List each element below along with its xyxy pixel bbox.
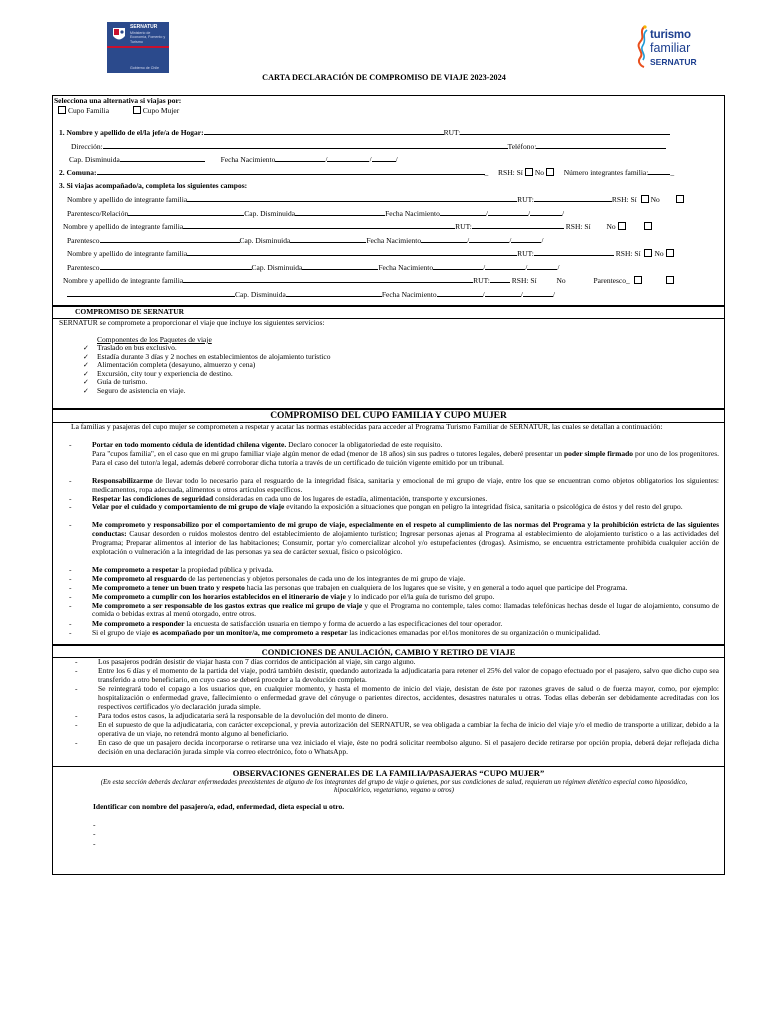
member-4-rut-field[interactable] — [490, 276, 510, 283]
slash: / — [520, 290, 523, 299]
rule-text: consideradas en cada uno de los lugares de estadía, alimentación, transporte y excursiones. — [213, 493, 488, 503]
jefe-hogar-label: 1. Nombre y apellido de el/la jefe/a de Hogar: — [59, 128, 204, 137]
logo-familiar: familiar — [650, 41, 691, 55]
member-2-parentesco-field[interactable] — [100, 236, 240, 243]
rsh-label: RSH: — [611, 195, 629, 204]
check-icon: ✓ — [83, 378, 89, 386]
member-4-si-checkbox[interactable] — [634, 276, 642, 284]
rule-bold: Portar en todo momento cédula de identidad chilena vigente. — [92, 440, 287, 449]
underscore: _ — [626, 276, 630, 285]
check-icon: ✓ — [83, 361, 89, 369]
rule-bold: poder simple firmado — [563, 449, 634, 458]
no-label: No — [606, 222, 616, 231]
member-1-rut-field[interactable] — [534, 195, 612, 202]
rule-text: de llevar todo lo necesario para el resguardo de la integridad física, sanitaria y emocional de mi grupo de viaje, entre los que se encuentran como objetos obligatorios los siguientes: medicamentos, ropa adecuada, alimentos u otros artículos específicos. — [92, 476, 719, 494]
applicant-form — [52, 95, 725, 306]
si-label: Sí — [516, 168, 523, 177]
chile-crest-icon — [111, 26, 127, 44]
rut-label: RUT: — [517, 249, 534, 258]
rut-label: RUT: — [455, 222, 472, 231]
member-1-parentesco-field[interactable] — [128, 209, 244, 216]
check-icon: ✓ — [83, 369, 89, 378]
observaciones-note: (En esta sección deberás declarar enfermedades preexistentes de alguno de los integrantes del grupo de viaje o quienes, por sus condiciones de salud, requieran un régimen dietético especial como hiposódico, hipocalórico, vegetariano, vegano u otros) — [100, 778, 688, 795]
sernatur-gov-logo — [107, 22, 169, 73]
observaciones-instruction: Identificar con nombre del pasajero/a, edad, enfermedad, dieta especial u otro. — [93, 802, 345, 811]
option-row — [56, 106, 179, 116]
comuna-rsh-si-checkbox[interactable] — [525, 168, 533, 176]
member-2-si-checkbox[interactable] — [618, 222, 626, 230]
dash: - — [69, 628, 72, 637]
fecha-label: Fecha Nacimiento — [385, 209, 440, 218]
rule-bold: Me comprometo a ser responsable de los gastos extras que realice mi grupo de viaje — [92, 600, 363, 610]
jefe-rut-field[interactable] — [460, 128, 670, 135]
service-text: Excursión, city tour y experiencia de destino. — [97, 368, 233, 378]
dash: - — [75, 711, 78, 720]
flag-band — [107, 46, 169, 48]
check-icon: ✓ — [83, 344, 89, 352]
member-3-no-checkbox[interactable] — [666, 249, 674, 257]
logo-turismo: turismo — [650, 29, 691, 41]
rule-bold: Me comprometo a responder — [92, 619, 185, 628]
rule-text: la propiedad pública y privada. — [178, 564, 274, 574]
components-title: Componentes de los Paquetes de viaje — [97, 335, 212, 344]
rule-bold: Me comprometo al resguardo — [92, 573, 187, 583]
member-4-details — [67, 290, 555, 300]
jefe-cap-field[interactable] — [120, 155, 205, 162]
fecha-label: Fecha Nacimiento — [220, 155, 276, 164]
rule-text: hacia las personas que trabajen en cualquiera de los lugares que se visite, y en general a todo aquel que participe del Programa. — [244, 582, 628, 592]
member-3-row — [67, 249, 676, 259]
compromiso-intro: La familias y pasajeras del cupo mujer se comprometen a respetar y acatar las normas establecidas para acceder al Programa Turismo Familiar de SERNATUR, las cuales se detallan a continuación: — [71, 422, 663, 431]
rule-text: evitando la exposición a situaciones que pongan en peligro la integridad física, sanitaria o psicológica de éstos y del resto del grupo. — [284, 502, 683, 511]
cupo-familia-checkbox[interactable] — [58, 106, 66, 114]
sernatur-commitment-section — [52, 306, 725, 409]
rule-bold: Velar por el cuidado y comportamiento de mi grupo de viaje — [92, 502, 285, 511]
service-text: Alimentación completa (desayuno, almuerzo y cena) — [97, 360, 256, 369]
member-name-label: Nombre y apellido de integrante familia — [63, 276, 184, 285]
row-direccion — [71, 142, 666, 152]
dash: - — [69, 440, 72, 449]
fecha-label: Fecha Nacimiento — [366, 236, 422, 245]
no-label: No — [654, 249, 664, 258]
member-1-si-checkbox[interactable] — [641, 195, 649, 203]
cupo-mujer-checkbox[interactable] — [133, 106, 141, 114]
dash: - — [69, 582, 72, 592]
member-4-dia-field[interactable] — [437, 290, 483, 297]
condition-text: Para todos estos casos, la adjudicataria será la responsable de la devolución del monto de dinero. — [98, 711, 389, 720]
cap-label: Cap. Disminuida — [69, 155, 120, 164]
rule-bold: es acompañado por un monitor/a, me comprometo a respetar — [152, 628, 348, 637]
service-text: Guía de turismo. — [97, 377, 148, 386]
numero-integrantes-label: Número integrantes familia: — [563, 168, 649, 177]
condition-text: Los pasajeros podrán desistir de viajar hasta con 7 días corridos de anticipación al viaje, sin cargo alguno. — [98, 657, 416, 666]
rule-text: de las pertenencias y objetos personales de cada uno de los integrantes de mi grupo de viaje. — [186, 573, 466, 583]
member-2-mes-field[interactable] — [469, 236, 512, 245]
rule-bold: Responsabilizarme — [92, 476, 153, 485]
row-jefe-hogar — [59, 128, 670, 138]
member-2-row — [63, 222, 654, 232]
member-1-no-checkbox[interactable] — [676, 195, 684, 203]
rut-label: RUT: — [443, 128, 461, 137]
no-label: No — [534, 168, 545, 177]
rsh-label: RSH: — [498, 168, 515, 177]
observaciones-heading: OBSERVACIONES GENERALES DE LA FAMILIA/PASAJERAS “CUPO MUJER” — [232, 768, 545, 778]
cap-label: Cap. Disminuida — [239, 236, 291, 245]
condition-text: Entre los 6 días y el momento de la partida del viaje, podrá también desistir, quedando autorizada la adjudicataria para retener el 25% del valor de copago efectuado por el pasajero, salvo que dicho cupo sea transferido a otro beneficiario, en cuyo caso se deberá proceder a la devolución completa. — [98, 666, 719, 684]
parentesco-relacion-label: Parentesco/Relación — [67, 209, 129, 218]
dash: - — [75, 684, 78, 693]
member-4-anio-field[interactable] — [520, 290, 553, 299]
fecha-label: Fecha Nacimiento — [381, 290, 437, 299]
logo-brand: SERNATUR — [130, 24, 158, 30]
member-4-mes-field[interactable] — [482, 290, 521, 299]
dash: - — [69, 591, 72, 601]
parentesco-label: Parentesco — [67, 236, 100, 245]
rule-text: por uno de los progenitores. Para el caso del tutor/a legal, además deberé corroborar dicha tutoría a través de un certificado de tuición vigente emitido por un tribunal. — [92, 449, 719, 467]
slash: / — [482, 290, 485, 299]
logo-sernatur: SERNATUR — [650, 57, 697, 67]
logo-ministry: Ministerio de Economía, Fomento y Turismo — [130, 31, 166, 44]
slash: / — [525, 263, 528, 272]
member-4-cap-field[interactable] — [286, 290, 382, 297]
service-text: Seguro de asistencia en viaje. — [97, 385, 186, 395]
member-4-no-checkbox[interactable] — [666, 276, 674, 284]
member-2-anio-field[interactable] — [511, 236, 544, 245]
slash: / — [395, 155, 398, 164]
dash: - — [69, 476, 72, 485]
member-name-label: Nombre y apellido de integrante familia — [67, 195, 188, 204]
slash: / — [483, 263, 486, 272]
jefe-anio-field[interactable] — [372, 155, 396, 162]
si-label: Sí — [634, 249, 641, 258]
member-3-parentesco-field[interactable] — [100, 263, 252, 270]
rule-text: y que el Programa no contemple, tales como: llamadas telefónicas hechas desde el lugar de alojamiento, consumo de comida o bebidas extras al menú otorgado, entre otros. — [92, 600, 719, 619]
underscore: _ — [484, 168, 489, 177]
parentesco-label: Parentesco — [67, 263, 100, 272]
slash: / — [369, 155, 372, 164]
comuna-field[interactable] — [97, 168, 485, 175]
member-2-no-checkbox[interactable] — [644, 222, 652, 230]
rsh-label: RSH: — [565, 222, 583, 231]
observation-line[interactable]: - — [93, 829, 96, 838]
acompanado-label: 3. Si viajas acompañado/a, completa los siguientes campos: — [59, 181, 248, 190]
si-label: Sí — [530, 276, 537, 285]
fecha-label: Fecha Nacimiento — [378, 263, 434, 272]
no-label: No — [556, 276, 566, 285]
select-alternative-label: Selecciona una alternativa si viajas por: — [54, 96, 182, 105]
comuna-rsh-no-checkbox[interactable] — [546, 168, 554, 176]
rule-bold: Me comprometo a respetar — [92, 564, 179, 574]
slash: / — [562, 209, 565, 218]
turismo-familiar-logo — [632, 22, 704, 72]
dash: - — [75, 666, 78, 675]
cap-label: Cap. Disminuida — [235, 290, 286, 299]
slash: / — [485, 209, 488, 218]
divider — [53, 766, 724, 767]
rule-bold: Me comprometo a tener un buen trato y respeto — [92, 582, 245, 592]
dash: - — [75, 720, 78, 729]
observation-line[interactable]: - — [93, 820, 96, 829]
slash: / — [541, 236, 544, 245]
member-3-dia-field[interactable] — [433, 263, 486, 272]
service-text: Traslado en bus exclusivo. — [97, 343, 177, 352]
parentesco-label: Parentesco — [593, 276, 627, 285]
telefono-label: Teléfono: — [507, 142, 537, 151]
member-3-rut-field[interactable] — [534, 249, 614, 256]
member-2-dia-field[interactable] — [421, 236, 470, 245]
compromiso-heading: COMPROMISO DEL CUPO FAMILIA Y CUPO MUJER — [270, 411, 507, 421]
member-1-details — [67, 209, 564, 219]
underscore: _ — [670, 168, 675, 177]
member-1-name-field[interactable] — [187, 195, 517, 202]
document-title: CARTA DECLARACIÓN DE COMPROMISO DE VIAJE 2023-2024 — [262, 73, 506, 82]
dash: - — [69, 502, 72, 511]
rule-text: Para "cupos familia", en el caso que en mi grupo familiar viaje algún menor de edad (menor de 18 años) sin sus padres o tutores legales, deberé presentar un — [92, 449, 564, 458]
member-3-anio-field[interactable] — [527, 263, 560, 272]
member-2-details — [67, 236, 543, 246]
jefe-hogar-field[interactable] — [204, 128, 444, 135]
member-1-anio-field[interactable] — [527, 209, 565, 218]
jefe-dia-field[interactable] — [275, 155, 328, 164]
condition-text: Se reintegrará todo el copago a los usuarios que, en cualquier momento, y hasta el momento de inicio del viaje, desistan de éste por razones graves de salud o de fuerza mayor, como, por ejemplo: hospitalización o enfermedad grave, fallecimiento o enfermedad grave del cónyuge o parientes directos, accidentes, desastres naturales u otras. Todas ellas deberán ser debidamente acreditadas con los respectivos certificados y/o declaración jurada simple. — [98, 684, 719, 711]
slash: / — [325, 155, 328, 164]
dash: - — [69, 600, 72, 610]
dash: - — [69, 520, 72, 529]
member-1-mes-field[interactable] — [485, 209, 531, 218]
row-jefe-cap — [69, 155, 398, 165]
member-3-cap-field[interactable] — [302, 263, 378, 270]
numero-integrantes-field[interactable] — [648, 168, 670, 175]
member-name-label: Nombre y apellido de integrante familia — [63, 222, 184, 231]
rule-text: las indicaciones emanadas por el/los monitores de su organización o municipalidad. — [347, 628, 601, 637]
slash: / — [552, 290, 555, 299]
cap-label: Cap. Disminuida — [244, 209, 296, 218]
comuna-label: 2. Comuna: — [59, 168, 97, 177]
cancellation-section — [52, 645, 725, 875]
rut-label: RUT: — [473, 276, 490, 285]
slash: / — [509, 236, 512, 245]
swirl-logo-icon — [636, 24, 648, 68]
slash: / — [467, 236, 470, 245]
observation-line[interactable]: - — [93, 839, 96, 848]
row-comuna — [59, 168, 674, 178]
sernatur-heading: COMPROMISO DE SERNATUR — [75, 307, 185, 316]
sernatur-intro: SERNATUR se compromete a proporcionar el viaje que incluye los siguientes servicios: — [59, 318, 325, 327]
service-text: Estadía durante 3 días y 2 noches en establecimientos de alojamiento turístico — [97, 351, 331, 361]
direccion-field[interactable] — [103, 142, 508, 149]
rsh-label: RSH: — [511, 276, 529, 285]
member-2-rut-field[interactable] — [472, 222, 564, 229]
family-commitment-section — [52, 409, 725, 645]
check-icon: ✓ — [83, 386, 89, 395]
member-4-parentesco-field[interactable] — [67, 290, 235, 297]
service-item — [83, 387, 186, 396]
rule-bold: Me comprometo a cumplir con los horarios establecidos en el itinerario de viaje — [92, 591, 346, 601]
member-3-si-checkbox[interactable] — [644, 249, 652, 257]
dash: - — [69, 493, 72, 503]
slash: / — [527, 209, 531, 218]
cupo-familia-label: Cupo Familia — [68, 106, 110, 115]
no-label: No — [650, 195, 660, 204]
dash: - — [69, 573, 72, 583]
member-1-cap-field[interactable] — [295, 209, 385, 216]
rsh-label: RSH: — [615, 249, 633, 258]
rule-bold: Respetar las condiciones de seguridad — [92, 493, 214, 503]
dash: - — [69, 619, 72, 628]
cupo-mujer-label: Cupo Mujer — [142, 106, 180, 115]
rule-text: la encuesta de satisfacción usuaria en tiempo y forma de acuerdo a las especificaciones del tour operador. — [184, 619, 503, 628]
member-3-mes-field[interactable] — [485, 263, 528, 272]
member-1-dia-field[interactable] — [440, 209, 486, 216]
member-2-name-field[interactable] — [183, 222, 455, 229]
condition-text: En caso de que un pasajero decida incorporarse o retirarse una vez iniciado el viaje, éste no podrá solicitar reembolso alguno. Si el pasajero decide retirarse por opción propia, deberá dejar reflejada dicha decisión en una declaración jurada simple vía correo electrónico, foto o WhatsApp. — [98, 738, 719, 756]
rule-text: Causar desorden o ruidos molestos dentro del establecimiento de alojamiento turístico; Ingresar personas ajenas al Programa al establecimiento de alojamiento turístico o a las actividades del Programa; Preparar alimentos al interior de las habitaciones; Consumir, portar y/o comercializar alcohol y/o estupefacientes (drogas). Asimismo, se encuentra estrictamente prohibida cualquier acción de explotación o vulneración a la integridad de las personas ya sea de carácter sexual, físico o psicológico. — [92, 528, 719, 556]
rule-bold: Me comprometo y responsabilizo por el comportamiento de mi grupo de viaje, especialmente en el respeto al cumplimiento de las normas del Programa y la prohibición estricta de las siguientes conductas: — [92, 520, 719, 538]
si-label: Sí — [584, 222, 591, 231]
member-3-name-field[interactable] — [187, 249, 517, 256]
si-label: Sí — [630, 195, 637, 204]
dash: - — [75, 738, 78, 747]
telefono-field[interactable] — [536, 142, 666, 149]
rule-text: y lo indicado por el/la guía de turismo del grupo. — [345, 591, 495, 601]
check-icon: ✓ — [83, 352, 89, 361]
member-3-details — [67, 263, 559, 273]
member-name-label: Nombre y apellido de integrante familia — [67, 249, 188, 258]
member-1-row — [67, 195, 686, 205]
jefe-mes-field[interactable] — [327, 155, 372, 164]
cap-label: Cap. Disminuida — [251, 263, 303, 272]
rule-text: Si el grupo de viaje — [92, 628, 153, 637]
condition-text: En el supuesto de que la adjudicataria, con carácter excepcional, y previa autorización del SERNATUR, se vea obligada a cambiar la fecha de inicio del viaje y/o el medio de transporte a utilizar, debido a la operativa de un viaje, no retendrá monto alguno al beneficiario. — [98, 720, 719, 738]
member-4-name-field[interactable] — [183, 276, 473, 283]
member-2-cap-field[interactable] — [290, 236, 366, 243]
slash: / — [557, 263, 560, 272]
anulacion-heading: CONDICIONES DE ANULACIÓN, CAMBIO Y RETIRO DE VIAJE — [261, 647, 516, 657]
direccion-label: Dirección: — [71, 142, 103, 151]
dash: - — [69, 564, 72, 574]
dash: - — [75, 657, 78, 666]
rule-text: Declaro conocer la obligatoriedad de este requisito. — [286, 440, 443, 449]
logo-gov: Gobierno de Chile — [130, 66, 159, 70]
rut-label: RUT: — [517, 195, 534, 204]
member-4-row — [63, 276, 676, 286]
